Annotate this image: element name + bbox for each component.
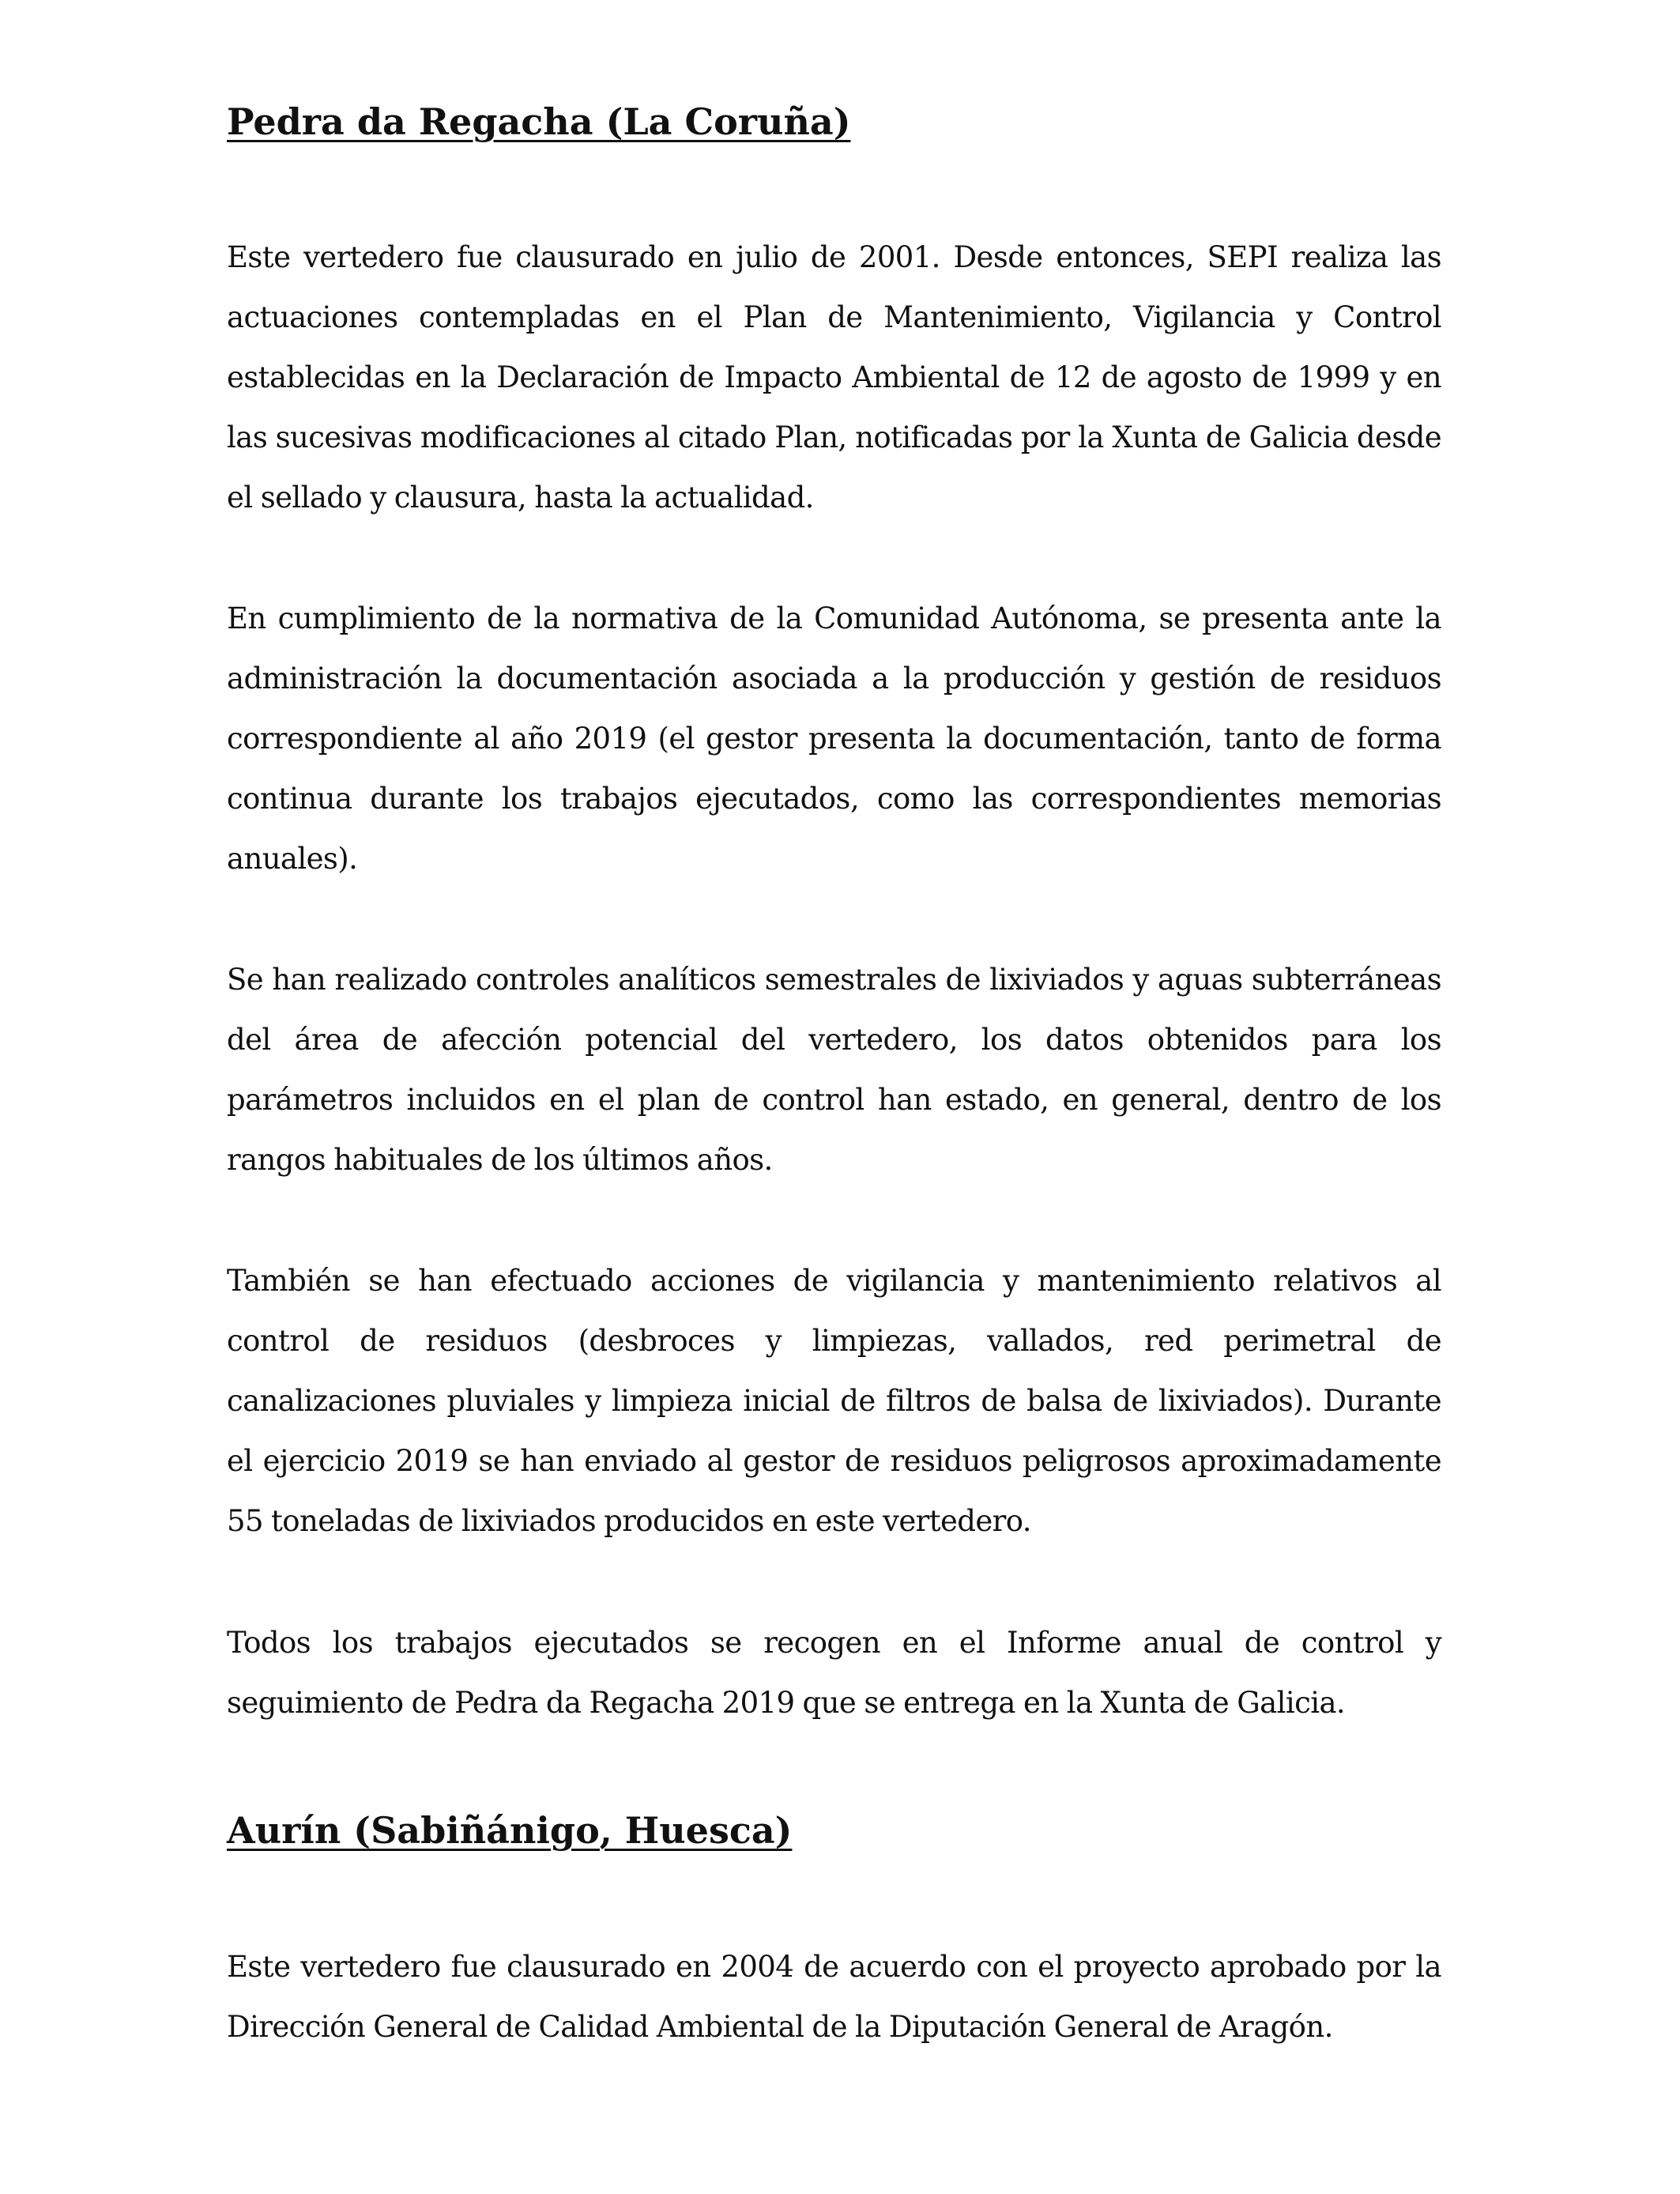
paragraph-waste-documentation: En cumplimiento de la normativa de la Comunidad Autónoma, se presenta ante la administración la documentación asociada a la producción y gestión de residuos correspondiente al año 2019 (el gestor presenta la documentación, tanto de forma continua durante los trabajos ejecutados, como las correspondientes memorias anuales). [227,601,1441,876]
paragraph-aurin-closure-2004: Este vertedero fue clausurado en 2004 de acuerdo con el proyecto aprobado por la Dirección General de Calidad Ambiental de la Diputación General de Aragón. [227,1950,1441,2044]
section-title-pedra-da-regacha: Pedra da Regacha (La Coruña) [227,100,851,143]
paragraph-maintenance-actions: También se han efectuado acciones de vigilancia y mantenimiento relativos al control de residuos (desbroces y limpiezas, vallados, red perimetral de canalizaciones pluviales y limpieza inicial de filtros de balsa de lixiviados). Durante el ejercicio 2019 se han enviado al gestor de residuos peligrosos aproximadamente 55 toneladas de lixiviados producidos en este vertedero. [227,1264,1441,1538]
paragraph-annual-report: Todos los trabajos ejecutados se recogen en el Informe anual de control y seguimiento de Pedra da Regacha 2019 que se entrega en la Xunta de Galicia. [227,1626,1441,1720]
paragraph-analytical-controls: Se han realizado controles analíticos semestrales de lixiviados y aguas subterráneas del área de afección potencial del vertedero, los datos obtenidos para los parámetros incluidos en el plan de control han estado, en general, dentro de los rangos habituales de los últimos años. [227,963,1441,1177]
section-title-aurin: Aurín (Sabiñánigo, Huesca) [227,1809,793,1852]
paragraph-closure-2001: Este vertedero fue clausurado en julio de 2001. Desde entonces, SEPI realiza las actuaciones contempladas en el Plan de Mantenimiento, Vigilancia y Control establecidas en la Declaración de Impacto Ambiental de 12 de agosto de 1999 y en las sucesivas modificaciones al citado Plan, notificadas por la Xunta de Galicia desde el sellado y clausura, hasta la actualidad. [227,240,1441,515]
